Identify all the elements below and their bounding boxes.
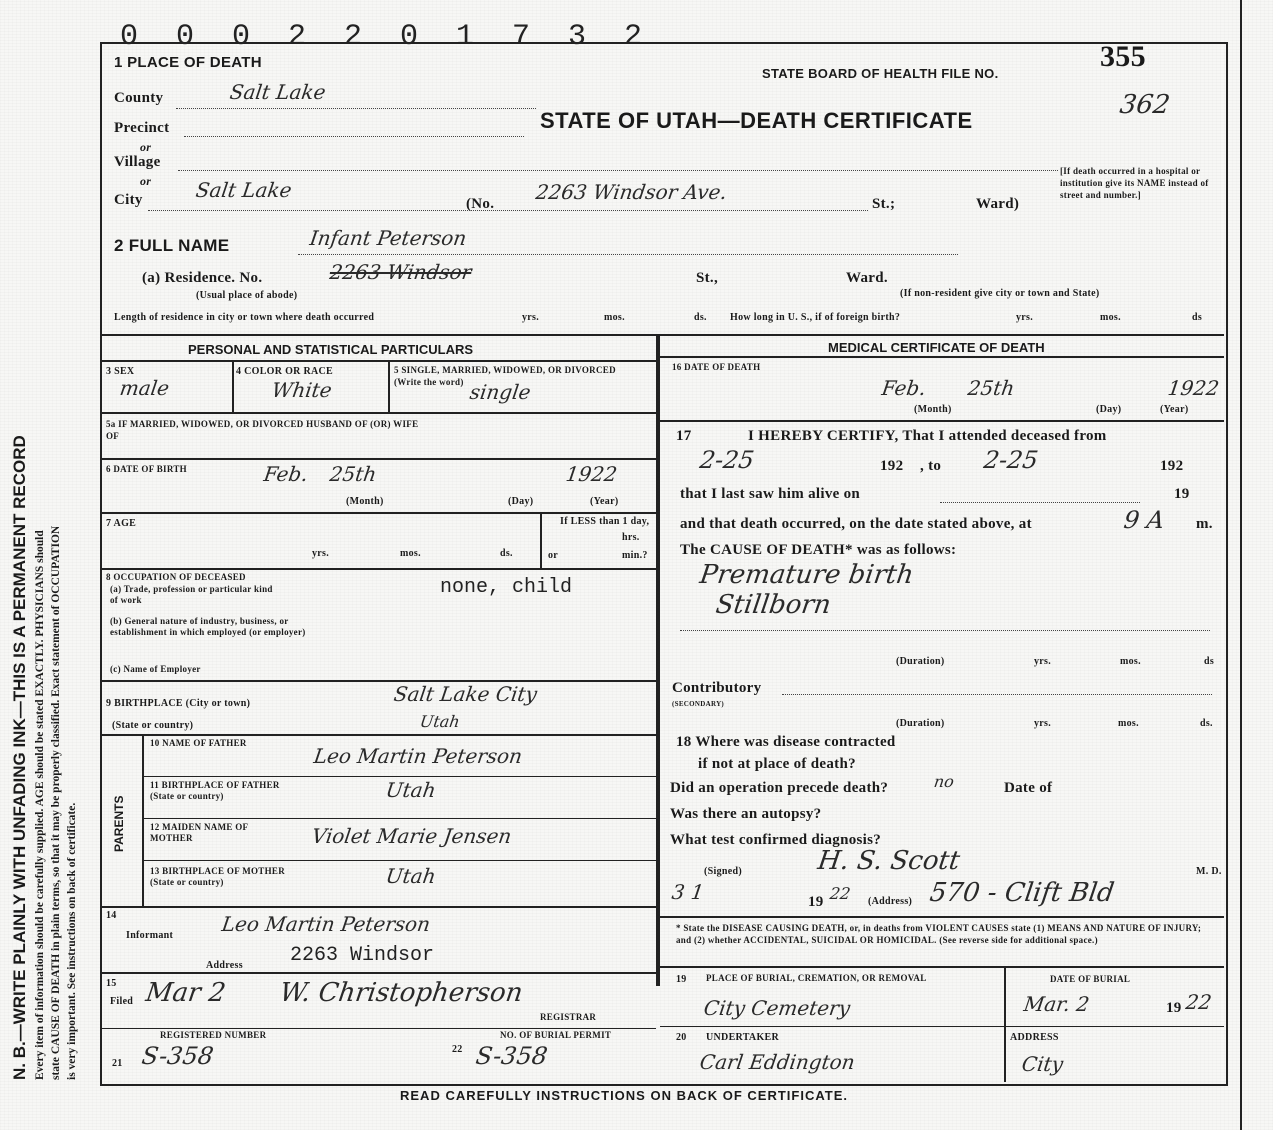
file-label: STATE BOARD OF HEALTH FILE NO. <box>762 66 999 81</box>
residence-street-label: St., <box>696 270 719 286</box>
father-birthplace-label: 11 BIRTHPLACE OF FATHER (State or country) <box>150 780 280 801</box>
burial-place-value: City Cemetery <box>702 996 852 1020</box>
us-yrs: yrs. <box>1016 312 1034 323</box>
registered-number-value: S-358 <box>140 1042 216 1070</box>
father-name-label: 10 NAME OF FATHER <box>150 738 247 748</box>
md-label: M. D. <box>1196 866 1222 877</box>
length-yrs: yrs. <box>522 312 540 323</box>
or-label-2: or <box>140 174 152 188</box>
city-label: City <box>114 192 143 208</box>
dod-month-caption: (Month) <box>914 404 952 415</box>
cause-footnote: * State the DISEASE CAUSING DEATH, or, in deaths from VIOLENT CAUSES state (1) MEANS AND NATURE OF INJURY; and (2) whether ACCIDENTAL, SUICIDAL OR HOMICIDAL. (See reverse side for additional space.) <box>676 923 1202 945</box>
occupation-b-label: (b) General nature of industry, business, or establishment in which employed (or employer) <box>110 616 306 637</box>
sidebar-line-2: Every item of information should be carefully supplied. AGE should be stated EXACTLY. PHYSICIANS should <box>34 530 46 1080</box>
dob-day-caption: (Day) <box>508 496 534 507</box>
serial-number: 0 0 0 2 2 0 1 7 3 2 <box>120 20 653 54</box>
last-saw-text: that I last saw him alive on <box>680 486 861 502</box>
cause-line-2: Stillborn <box>713 590 833 620</box>
undertaker-number: 20 <box>676 1032 687 1043</box>
or-label-1: or <box>140 140 152 154</box>
father-name-value: Leo Martin Peterson <box>312 744 524 768</box>
less-hrs: hrs. <box>622 532 640 543</box>
contracted-label: 18 Where was disease contracted <box>676 734 896 750</box>
death-time-text: and that death occurred, on the date stated above, at <box>680 516 1032 532</box>
age-ds: ds. <box>500 548 513 559</box>
operation-label: Did an operation precede death? <box>670 780 889 796</box>
cause-of-death-label: The CAUSE OF DEATH* was as follows: <box>680 542 957 558</box>
less-min: min.? <box>622 550 648 561</box>
attended-to-label: , to <box>920 458 942 474</box>
autopsy-label: Was there an autopsy? <box>670 806 822 822</box>
medical-header: MEDICAL CERTIFICATE OF DEATH <box>828 340 1045 355</box>
signed-label: (Signed) <box>704 866 742 877</box>
marital-label: 5 SINGLE, MARRIED, WIDOWED, OR DIVORCED (Write the word) <box>394 365 616 387</box>
file-number-handwritten: 362 <box>1117 90 1172 120</box>
duration-label: (Duration) <box>896 656 945 667</box>
certificate-title: STATE OF UTAH—DEATH CERTIFICATE <box>540 108 973 133</box>
registrar-signature: W. Christopherson <box>277 978 525 1008</box>
dod-day-caption: (Day) <box>1096 404 1122 415</box>
dob-label: 6 DATE OF BIRTH <box>106 464 187 474</box>
residence-label: (a) Residence. No. <box>142 270 263 286</box>
place-of-death-label: 1 PLACE OF DEATH <box>114 54 262 71</box>
burial-permit-value: S-358 <box>474 1042 550 1070</box>
birthplace-label: 9 BIRTHPLACE (City or town) <box>106 698 251 709</box>
hospital-note: [If death occurred in a hospital or institution give its NAME instead of street and number.] <box>1060 166 1209 200</box>
footer-instructions: READ CAREFULLY INSTRUCTIONS ON BACK OF CERTIFICATE. <box>400 1088 848 1103</box>
residence-value: 2263 Windsor <box>328 260 474 284</box>
occupation-a-label: (a) Trade, profession or particular kind of work <box>110 584 273 605</box>
duration2-label: (Duration) <box>896 718 945 729</box>
burial-permit-label: NO. OF BURIAL PERMIT <box>500 1030 612 1040</box>
length-of-residence-label: Length of residence in city or town where death occurred <box>114 312 375 323</box>
age-yrs: yrs. <box>312 548 330 559</box>
county-label: County <box>114 90 164 106</box>
signature-year: 22 <box>828 884 852 903</box>
sex-value: male <box>118 376 171 400</box>
contracted-label-2: if not at place of death? <box>698 756 856 772</box>
operation-date-label: Date of <box>1004 780 1053 796</box>
burial-date-label: DATE OF BURIAL <box>1050 974 1131 984</box>
color-label: 4 COLOR OR RACE <box>236 366 334 377</box>
physician-address-value: 570 - Clift Bld <box>927 878 1116 908</box>
street-address-value: 2263 Windsor Ave. <box>534 180 729 204</box>
informant-value: Leo Martin Peterson <box>220 912 432 936</box>
city-value: Salt Lake <box>194 178 294 202</box>
birthplace-state-label: (State or country) <box>112 720 194 731</box>
dob-day: 25th <box>328 462 379 486</box>
filed-value: Mar 2 <box>143 978 228 1008</box>
filed-label: Filed <box>110 996 134 1007</box>
mother-name-label: 12 MAIDEN NAME OF MOTHER <box>150 822 249 843</box>
full-name-value: Infant Peterson <box>308 226 469 250</box>
dod-day: 25th <box>966 376 1017 400</box>
father-birthplace-value: Utah <box>384 778 438 802</box>
date-of-death-label: 16 DATE OF DEATH <box>672 362 761 372</box>
cause-line-1: Premature birth <box>697 560 916 590</box>
mother-name-value: Violet Marie Jensen <box>310 824 514 848</box>
attended-from-date: 2-25 <box>698 446 756 474</box>
attended-to-date: 2-25 <box>982 446 1040 474</box>
burial-place-label: PLACE OF BURIAL, CREMATION, OR REMOVAL <box>706 973 927 983</box>
marital-value: single <box>468 380 533 404</box>
sex-label: 3 SEX <box>106 366 135 377</box>
dod-year-caption: (Year) <box>1160 404 1189 415</box>
test-label: What test confirmed diagnosis? <box>670 832 882 848</box>
physician-address-label: (Address) <box>868 896 913 907</box>
death-time-m: m. <box>1196 516 1213 532</box>
residence-ward-label: Ward. <box>846 270 888 286</box>
age-label: 7 AGE <box>106 518 137 529</box>
color-value: White <box>270 378 334 402</box>
informant-label: Informant <box>126 930 174 941</box>
registrar-label: REGISTRAR <box>540 1012 597 1022</box>
right-edge-rule <box>1240 0 1242 1130</box>
less-or: or <box>548 550 559 561</box>
street-number-label: (No. <box>466 196 495 212</box>
age-mos: mos. <box>400 548 421 559</box>
county-value: Salt Lake <box>228 80 328 104</box>
dob-year-caption: (Year) <box>590 496 619 507</box>
registered-number-index: 21 <box>112 1058 123 1069</box>
burial-place-number: 19 <box>676 974 687 985</box>
informant-address-label: Address <box>206 960 243 971</box>
duration2-ds: ds. <box>1200 718 1213 729</box>
sidebar-line-1: N. B.—WRITE PLAINLY WITH UNFADING INK—THIS IS A PERMANENT RECORD <box>10 435 29 1080</box>
contributory-label: Contributory <box>672 680 762 696</box>
dod-month: Feb. <box>880 376 928 400</box>
dob-year: 1922 <box>564 462 619 486</box>
informant-number: 14 <box>106 910 117 921</box>
ward-label: Ward) <box>976 196 1020 212</box>
mother-birthplace-label: 13 BIRTHPLACE OF MOTHER (State or country) <box>150 866 286 887</box>
registered-number-label: REGISTERED NUMBER <box>160 1030 267 1040</box>
dob-month: Feb. <box>262 462 310 486</box>
signature-year-label: 19 <box>808 894 824 910</box>
non-resident-label: (If non-resident give city or town and State) <box>900 288 1100 299</box>
secondary-label: (SECONDARY) <box>672 700 725 708</box>
burial-year: 22 <box>1184 990 1214 1014</box>
sidebar-line-3: state CAUSE OF DEATH in plain terms, so that it may be properly classified. Exact statement of OCCUPATION <box>50 525 62 1080</box>
birthplace-value: Salt Lake City <box>392 682 539 706</box>
us-ds: ds <box>1192 312 1203 323</box>
filed-number: 15 <box>106 978 117 989</box>
undertaker-label: UNDERTAKER <box>706 1032 780 1043</box>
spouse-label: 5a IF MARRIED, WIDOWED, OR DIVORCED HUSBAND OF (OR) WIFE OF <box>106 419 419 441</box>
duration2-yrs: yrs. <box>1034 718 1052 729</box>
sidebar-instructions <box>4 40 99 1080</box>
length-mos: mos. <box>604 312 625 323</box>
certify-text: I HEREBY CERTIFY, That I attended deceased from <box>748 428 1107 444</box>
duration-mos: mos. <box>1120 656 1141 667</box>
burial-permit-index: 22 <box>452 1044 463 1055</box>
how-long-us-label: How long in U. S., if of foreign birth? <box>730 312 901 323</box>
street-label: St.; <box>872 196 896 212</box>
personal-header: PERSONAL AND STATISTICAL PARTICULARS <box>188 342 474 357</box>
occupation-c-label: (c) Name of Employer <box>110 664 201 674</box>
birthplace-state-value: Utah <box>418 712 462 731</box>
dod-year: 1922 <box>1166 376 1221 400</box>
attended-from-year: 192 <box>880 458 904 474</box>
certify-number: 17 <box>676 428 692 444</box>
attended-to-year: 192 <box>1160 458 1184 474</box>
undertaker-address-value: City <box>1020 1052 1065 1076</box>
death-time-value: 9 A <box>1122 506 1167 534</box>
section-divider <box>100 334 1224 336</box>
precinct-label: Precinct <box>114 120 170 136</box>
sidebar-line-4: is very important. See instructions on back of certificate. <box>66 802 78 1080</box>
burial-year-prefix: 19 <box>1166 1000 1182 1016</box>
mother-birthplace-value: Utah <box>384 864 438 888</box>
undertaker-value: Carl Eddington <box>698 1050 857 1074</box>
occupation-label: 8 OCCUPATION OF DECEASED <box>106 572 246 582</box>
duration2-mos: mos. <box>1118 718 1139 729</box>
full-name-label: 2 FULL NAME <box>114 236 230 255</box>
us-mos: mos. <box>1100 312 1121 323</box>
informant-address-value: 2263 Windsor <box>290 944 435 967</box>
signature-date: 3 1 <box>670 880 706 904</box>
file-number: 355 <box>1100 40 1146 73</box>
less-than-label: If LESS than 1 day, <box>560 516 650 527</box>
parents-label: PARENTS <box>112 795 126 852</box>
last-saw-year: 19 <box>1174 486 1190 502</box>
duration-ds: ds <box>1204 656 1215 667</box>
column-divider <box>656 336 660 986</box>
dob-month-caption: (Month) <box>346 496 384 507</box>
burial-date-value: Mar. 2 <box>1022 992 1091 1016</box>
length-ds: ds. <box>694 312 707 323</box>
village-label: Village <box>114 154 161 170</box>
usual-abode-label: (Usual place of abode) <box>196 290 298 301</box>
operation-value: no <box>932 772 956 791</box>
undertaker-address-label: ADDRESS <box>1010 1032 1059 1043</box>
occupation-value: none, child <box>440 576 573 599</box>
signed-value: H. S. Scott <box>815 846 962 876</box>
duration-yrs: yrs. <box>1034 656 1052 667</box>
